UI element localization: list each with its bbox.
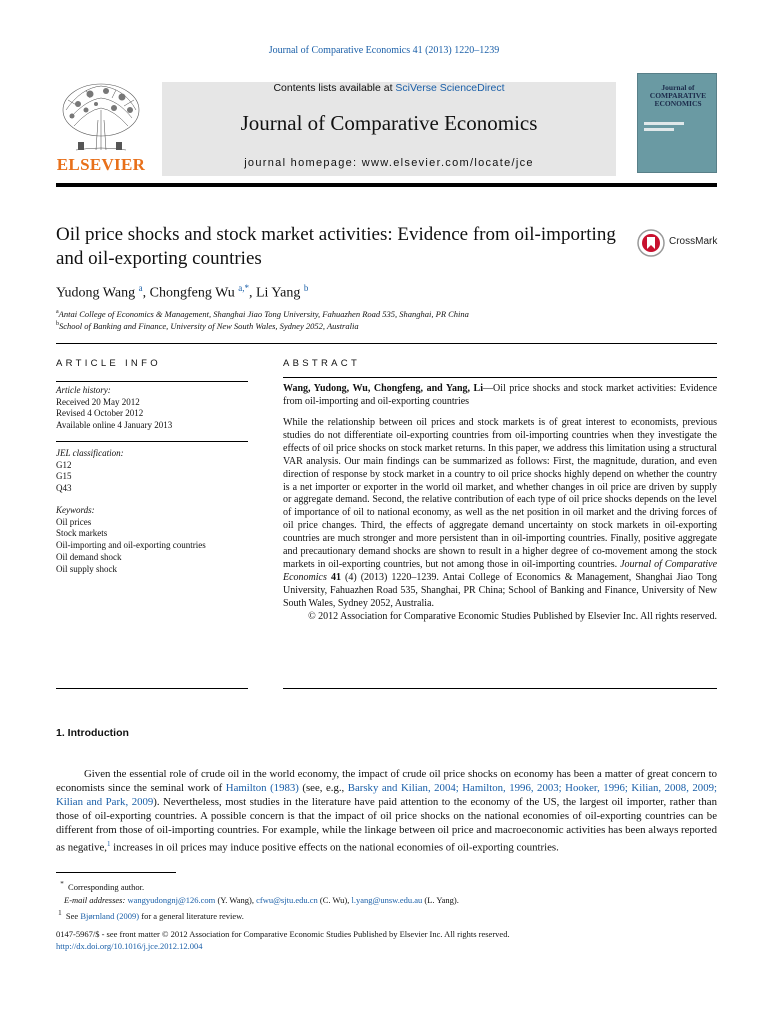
affiliation [56, 309, 469, 319]
intro-text: (see, e.g., [298, 781, 348, 794]
divider [56, 441, 248, 442]
header-divider [56, 183, 717, 187]
affiliation [56, 321, 359, 331]
abstract-lead [283, 383, 717, 409]
keyword: Oil prices [56, 516, 92, 527]
article-title: Oil price shocks and stock market activities: Evidence from oil-importing and oil-exporting countries [56, 224, 616, 269]
author-list: Yudong Wang $^a$, Chongfeng Wu $^{a,*}$, Li Yang $^b$ [56, 283, 309, 301]
abstract-copyright: © 2012 Association for Comparative Economic Studies Published by Elsevier Inc. All rights reserved. [308, 610, 717, 622]
divider [56, 688, 248, 689]
journal-name: Journal of Comparative Economics [240, 111, 538, 135]
keyword: Oil-importing and oil-exporting countries [56, 540, 206, 551]
copyright-footer [56, 928, 717, 952]
journal-cover-thumbnail [637, 73, 717, 173]
contents-available-line [162, 82, 616, 94]
intro-text: increases in oil prices may induce positive effects on the national economies of oil-exporting countries. [110, 841, 559, 854]
abstract-body [283, 417, 717, 624]
cover-title: Journal of COMPARATIVE ECONOMICS [649, 83, 707, 108]
history-online: Available online 4 January 2013 [56, 420, 173, 431]
author-name[interactable]: Yudong Wang [56, 285, 136, 301]
citation-link[interactable]: Barsky and Kilian, 2004; Hamilton, 1996, 2003; Hooker, 1996; Kilian, 2008, 2009; Kilian and Park, 2009 [56, 781, 717, 808]
affiliation-mark: a [56, 309, 59, 316]
keyword: Stock markets [56, 528, 108, 539]
intro-text: ). Nevertheless, most studies in the literature have paid attention to the economy of the US, the largest oil importer, rather than those of oil-exporting countries. A possible concern is that the impact of oil price shocks on the national economies of oil-exporting countries can be different from those of oil-importing countries. For example, while the linkage between oil price and macroeconomic activities has been always reported as negative, [56, 795, 717, 854]
abstract-issue: (4) (2013) 1220–1239. [340, 571, 439, 583]
citation-link[interactable]: Hamilton (1983) [225, 781, 299, 794]
keywords [56, 505, 248, 575]
footnote-mark: 1 [58, 908, 62, 917]
jel-label: JEL classification: [56, 448, 124, 458]
abstract-volume: 41 [330, 571, 341, 583]
footnote-link[interactable]: 1 [106, 839, 111, 848]
affiliation-mark: b [56, 321, 59, 328]
jel-code: Q43 [56, 483, 72, 494]
email-link[interactable]: cfwu@sjtu.edu.cn [256, 894, 318, 905]
abstract-heading: ABSTRACT [283, 358, 361, 369]
keywords-label: Keywords: [56, 505, 95, 515]
cover-decoration [644, 122, 684, 125]
divider [56, 381, 248, 382]
article-history [56, 385, 248, 432]
footnote-corresponding: * Corresponding author. [60, 880, 145, 892]
keyword: Oil demand shock [56, 551, 122, 562]
divider [283, 377, 717, 378]
intro-paragraph [56, 768, 717, 855]
intro-text: Given the essential role of crude oil in the world economy, the impact of crude oil price shocks on economy has been a matter of great concern to economists since the seminal work of [56, 768, 717, 794]
author-affiliation-mark[interactable]: a,* [238, 283, 249, 293]
citation-link[interactable]: Bjørnland (2009) [80, 910, 140, 921]
issn-line: 0147-5967/$ - see front matter © 2012 Association for Comparative Economic Studies Published by Elsevier Inc. All rights reserved. [56, 929, 510, 939]
history-label: Article history: [56, 385, 111, 395]
author-name[interactable]: Chongfeng Wu [149, 285, 235, 301]
abstract-lead-authors: Wang, Yudong, Wu, Chongfeng, and Yang, Li [283, 383, 483, 394]
elsevier-wordmark: ELSEVIER [56, 155, 146, 174]
sciencedirect-link[interactable]: SciVerse ScienceDirect [395, 82, 505, 94]
email-link[interactable]: l.yang@unsw.edu.au [351, 894, 423, 905]
footnotes [56, 878, 717, 923]
journal-citation-link[interactable]: Journal of Comparative Economics 41 (2013) 1220–1239 [268, 45, 500, 56]
abstract-text: While the relationship between oil prices and stock markets is of great interest to economists, previous studies do not differentiate oil-exporting countries from oil-importing countries when they investigate the effects of oil price shocks on stock market returns. In this paper, we address this limitation using a structural VAR analysis. Our main findings can be summarized as follows: First, the magnitude, duration, and even direction of response by stock market in a country to oil price shocks highly depend on whether the country is a net importer or exporter in the world oil market, and whether changes in oil price are driven by supply or aggregate demand. Second, the relative contribution of each type of oil price shocks depends on the level of importance of oil to national economy, as well as the net position in oil market and the driving forces of oil price changes. Third, the effects of aggregate demand uncertainty on stock markets in oil-exporting countries are much stronger and more persistent than in oil-importing countries. Finally, positive aggregate and precautionary demand shocks are shown to result in a higher degree of co-movement among the stock markets in oil-exporting countries, but not among those in oil-importing countries. [283, 417, 717, 570]
cover-decoration [644, 128, 674, 131]
footnote-1: $^1$ See Bjørnland (2009) for a general literature review. [58, 908, 244, 921]
contents-prefix: Contents lists available at [273, 82, 396, 94]
jel-code: G12 [56, 459, 72, 470]
abstract-lead-title: —Oil price shocks and stock market activities: Evidence from oil-importing and oil-exporting countries [283, 383, 718, 407]
email-link[interactable]: wangyudongnj@126.com [127, 894, 216, 905]
jel-classification [56, 448, 248, 495]
author-name[interactable]: Li Yang [256, 285, 301, 301]
author-affiliation-mark[interactable]: b [303, 283, 309, 293]
article-info-heading: ARTICLE INFO [56, 358, 161, 369]
divider [283, 688, 717, 689]
abstract-address: Antai College of Economics & Management, Shanghai Jiao Tong University, Fahuazhen Road 535, Shanghai, PR China; School of Banking and Finance, University of New South Wales, Sydney 2052, Australia. [283, 571, 718, 609]
author-affiliation-mark[interactable]: a [138, 283, 143, 293]
affiliation-text: Antai College of Economics & Management, Shanghai Jiao Tong University, Fahuazhen Road 535, Shanghai, PR China [58, 309, 469, 319]
footnote-divider [56, 872, 176, 873]
doi-link[interactable]: http://dx.doi.org/10.1016/j.jce.2012.12.004 [56, 941, 203, 951]
section-divider [56, 343, 717, 344]
footnote-mark: * [60, 880, 64, 888]
section-heading: 1. Introduction [56, 727, 129, 739]
email-label: E-mail addresses: [64, 894, 128, 905]
footnote-emails: E-mail addresses: wangyudongnj@126.com (Y. Wang), cfwu@sjtu.edu.cn (C. Wu), l.yang@unsw.edu.au (L. Yang). [64, 894, 459, 905]
keyword: Oil supply shock [56, 563, 118, 574]
history-received: Received 20 May 2012 [56, 396, 140, 407]
history-revised: Revised 4 October 2012 [56, 408, 144, 419]
journal-homepage[interactable]: journal homepage: www.elsevier.com/locate/jce [244, 157, 534, 169]
crossmark-label[interactable]: CrossMark [669, 236, 718, 247]
affiliation-text: School of Banking and Finance, University of New South Wales, Sydney 2052, Australia [59, 321, 359, 331]
abstract-journal: Journal of Comparative Economics [283, 558, 718, 583]
jel-code: G15 [56, 471, 72, 482]
